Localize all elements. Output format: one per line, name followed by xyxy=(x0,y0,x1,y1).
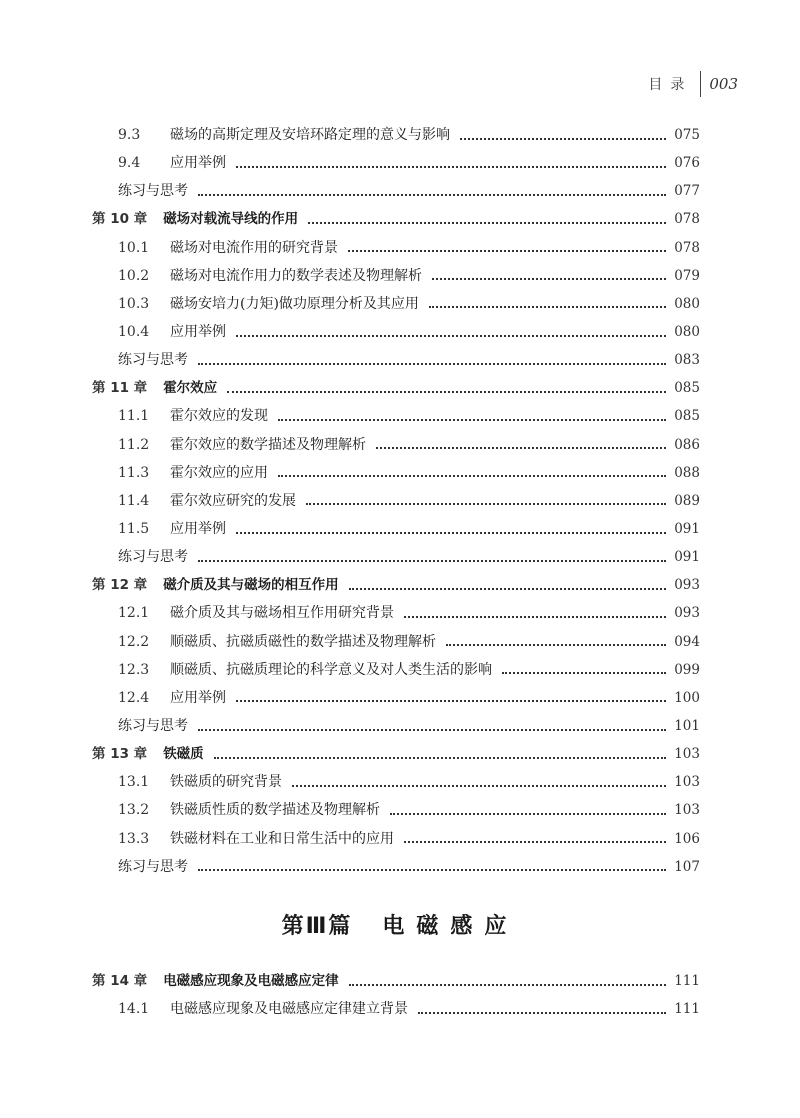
toc-entry-page: 085 xyxy=(674,408,700,425)
dot-leader xyxy=(460,137,666,140)
toc-entry-page: 080 xyxy=(674,323,700,340)
toc-section-entry[interactable] xyxy=(92,768,700,796)
toc-section-entry[interactable] xyxy=(92,177,700,205)
toc-section-entry[interactable] xyxy=(92,121,700,149)
toc-entry-number: 第 11 章 xyxy=(92,380,148,397)
toc-entry-page: 103 xyxy=(674,774,700,791)
dot-leader xyxy=(198,728,666,731)
toc-entry-title: 练习与思考 xyxy=(118,858,188,875)
toc-entry-number: 11.5 xyxy=(118,520,150,537)
toc-entry-title: 霍尔效应的应用 xyxy=(170,464,268,481)
toc-section-entry[interactable] xyxy=(92,487,700,515)
dot-leader xyxy=(418,1011,666,1014)
table-of-contents xyxy=(92,121,700,881)
toc-entry-number: 12.1 xyxy=(118,605,150,622)
dot-leader xyxy=(198,193,666,196)
toc-section-entry[interactable] xyxy=(92,853,700,881)
dot-leader xyxy=(432,277,666,280)
toc-section-entry[interactable] xyxy=(92,684,700,712)
toc-entry-page: 100 xyxy=(674,689,700,706)
running-header xyxy=(648,70,738,98)
toc-entry-title: 练习与思考 xyxy=(118,717,188,734)
toc-entry-number: 12.4 xyxy=(118,689,150,706)
toc-chapter-entry[interactable] xyxy=(92,374,700,402)
toc-section-entry[interactable] xyxy=(92,262,700,290)
dot-leader xyxy=(236,165,666,168)
toc-entry-title: 电磁感应现象及电磁感应定律建立背景 xyxy=(170,1001,408,1018)
toc-entry-page: 089 xyxy=(674,492,700,509)
toc-chapter-entry[interactable] xyxy=(92,740,700,768)
toc-entry-title: 磁场的高斯定理及安培环路定理的意义与影响 xyxy=(170,127,450,143)
toc-entry-number: 11.3 xyxy=(118,464,150,481)
toc-section-entry[interactable] xyxy=(92,656,700,684)
dot-leader xyxy=(214,756,666,759)
toc-section-entry[interactable] xyxy=(92,234,700,262)
toc-entry-number: 10.4 xyxy=(118,323,150,340)
toc-entry-number: 13.1 xyxy=(118,774,150,791)
toc-entry-title: 顺磁质、抗磁质理论的科学意义及对人类生活的影响 xyxy=(170,661,492,678)
toc-entry-title: 电磁感应现象及电磁感应定律 xyxy=(163,973,339,989)
toc-entry-title: 霍尔效应的发现 xyxy=(170,408,268,425)
toc-entry-page: 075 xyxy=(674,127,700,143)
dot-leader xyxy=(446,643,666,646)
toc-entry-title: 应用举例 xyxy=(170,689,226,706)
toc-entry-title: 磁场安培力(力矩)做功原理分析及其应用 xyxy=(170,295,419,312)
toc-entry-number: 9.3 xyxy=(118,127,141,143)
toc-entry-title: 应用举例 xyxy=(170,520,226,537)
toc-entry-page: 101 xyxy=(674,717,700,734)
toc-section-entry[interactable] xyxy=(92,599,700,627)
toc-section-entry[interactable] xyxy=(92,149,700,177)
toc-entry-number: 12.3 xyxy=(118,661,150,678)
toc-entry-number: 第 12 章 xyxy=(92,577,148,594)
toc-entry-title: 练习与思考 xyxy=(118,549,188,566)
dot-leader xyxy=(236,531,666,534)
table-of-contents-continued xyxy=(92,967,700,1023)
toc-entry-title: 铁磁材料在工业和日常生活中的应用 xyxy=(170,830,394,847)
toc-entry-page: 111 xyxy=(674,973,700,989)
toc-entry-number: 12.2 xyxy=(118,633,150,650)
toc-chapter-entry[interactable] xyxy=(92,205,700,233)
toc-section-entry[interactable] xyxy=(92,825,700,853)
toc-section-entry[interactable] xyxy=(92,995,700,1023)
toc-entry-page: 103 xyxy=(674,746,700,763)
toc-entry-number: 11.1 xyxy=(118,408,150,425)
toc-entry-page: 091 xyxy=(674,549,700,566)
toc-entry-page: 091 xyxy=(674,520,700,537)
dot-leader xyxy=(502,671,666,674)
toc-entry-page: 111 xyxy=(674,1001,700,1018)
toc-entry-title: 练习与思考 xyxy=(118,183,188,200)
toc-entry-title: 磁介质及其与磁场的相互作用 xyxy=(163,577,339,594)
toc-entry-title: 霍尔效应 xyxy=(163,380,218,397)
toc-entry-title: 练习与思考 xyxy=(118,352,188,369)
dot-leader xyxy=(227,390,666,393)
toc-entry-page: 078 xyxy=(674,239,700,256)
dot-leader xyxy=(236,699,666,702)
toc-entry-number: 第 10 章 xyxy=(92,211,148,228)
toc-entry-page: 076 xyxy=(674,155,700,172)
toc-entry-page: 107 xyxy=(674,858,700,875)
toc-entry-page: 099 xyxy=(674,661,700,678)
toc-entry-number: 14.1 xyxy=(118,1001,150,1018)
toc-entry-title: 霍尔效应的数学描述及物理解析 xyxy=(170,436,366,453)
toc-chapter-entry[interactable] xyxy=(92,967,700,995)
toc-entry-page: 093 xyxy=(674,605,700,622)
dot-leader xyxy=(198,868,666,871)
dot-leader xyxy=(348,249,666,252)
dot-leader xyxy=(429,305,666,308)
toc-entry-title: 应用举例 xyxy=(170,155,226,172)
dot-leader xyxy=(278,474,666,477)
toc-section-entry[interactable] xyxy=(92,628,700,656)
toc-section-entry[interactable] xyxy=(92,402,700,430)
toc-entry-number: 第 13 章 xyxy=(92,746,148,763)
toc-entry-title: 霍尔效应研究的发展 xyxy=(170,492,296,509)
toc-entry-number: 10.2 xyxy=(118,267,150,284)
dot-leader xyxy=(404,615,666,618)
dot-leader xyxy=(306,502,666,505)
toc-entry-title: 顺磁质、抗磁质磁性的数学描述及物理解析 xyxy=(170,633,436,650)
toc-entry-number: 第 14 章 xyxy=(92,973,148,989)
dot-leader xyxy=(376,446,666,449)
part-title: 电磁感应 xyxy=(382,914,519,939)
toc-entry-page: 078 xyxy=(674,211,700,228)
toc-section-entry[interactable] xyxy=(92,290,700,318)
toc-entry-page: 106 xyxy=(674,830,700,847)
toc-entry-page: 088 xyxy=(674,464,700,481)
toc-entry-title: 磁场对载流导线的作用 xyxy=(163,211,299,228)
toc-entry-title: 铁磁质性质的数学描述及物理解析 xyxy=(170,802,380,819)
toc-entry-number: 13.2 xyxy=(118,802,150,819)
toc-entry-title: 铁磁质的研究背景 xyxy=(170,774,282,791)
toc-entry-page: 085 xyxy=(674,380,700,397)
part-label: 第Ⅲ篇 xyxy=(281,914,353,939)
toc-entry-page: 103 xyxy=(674,802,700,819)
toc-entry-title: 应用举例 xyxy=(170,323,226,340)
dot-leader xyxy=(308,221,666,224)
toc-entry-number: 13.3 xyxy=(118,830,150,847)
dot-leader xyxy=(236,334,666,337)
toc-entry-title: 磁场对电流作用的研究背景 xyxy=(170,239,338,256)
toc-entry-number: 10.1 xyxy=(118,239,150,256)
toc-section-entry[interactable] xyxy=(92,318,700,346)
dot-leader xyxy=(349,983,666,986)
toc-section-entry[interactable] xyxy=(92,431,700,459)
dot-leader xyxy=(198,559,666,562)
toc-entry-number: 9.4 xyxy=(118,155,141,172)
toc-entry-page: 080 xyxy=(674,295,700,312)
toc-entry-title: 铁磁质 xyxy=(163,746,204,763)
part-heading xyxy=(0,909,800,940)
toc-entry-page: 094 xyxy=(674,633,700,650)
toc-chapter-entry[interactable] xyxy=(92,571,700,599)
page-number: 003 xyxy=(709,75,738,93)
toc-section-entry[interactable] xyxy=(92,712,700,740)
dot-leader xyxy=(198,362,666,365)
dot-leader xyxy=(292,784,666,787)
toc-entry-title: 磁介质及其与磁场相互作用研究背景 xyxy=(170,605,394,622)
toc-entry-page: 093 xyxy=(674,577,700,594)
toc-section-entry[interactable] xyxy=(92,543,700,571)
dot-leader xyxy=(278,418,666,421)
dot-leader xyxy=(404,840,666,843)
toc-section-entry[interactable] xyxy=(92,346,700,374)
toc-entry-page: 086 xyxy=(674,436,700,453)
toc-section-entry[interactable] xyxy=(92,796,700,824)
toc-entry-number: 11.4 xyxy=(118,492,150,509)
toc-entry-page: 083 xyxy=(674,352,700,369)
toc-entry-title: 磁场对电流作用力的数学表述及物理解析 xyxy=(170,267,422,284)
toc-entry-page: 079 xyxy=(674,267,700,284)
toc-entry-number: 11.2 xyxy=(118,436,150,453)
dot-leader xyxy=(349,587,666,590)
dot-leader xyxy=(390,812,666,815)
toc-section-entry[interactable] xyxy=(92,459,700,487)
toc-section-entry[interactable] xyxy=(92,515,700,543)
toc-entry-page: 077 xyxy=(674,183,700,200)
section-label: 目录 xyxy=(648,77,693,93)
header-divider xyxy=(700,71,701,97)
toc-entry-number: 10.3 xyxy=(118,295,150,312)
